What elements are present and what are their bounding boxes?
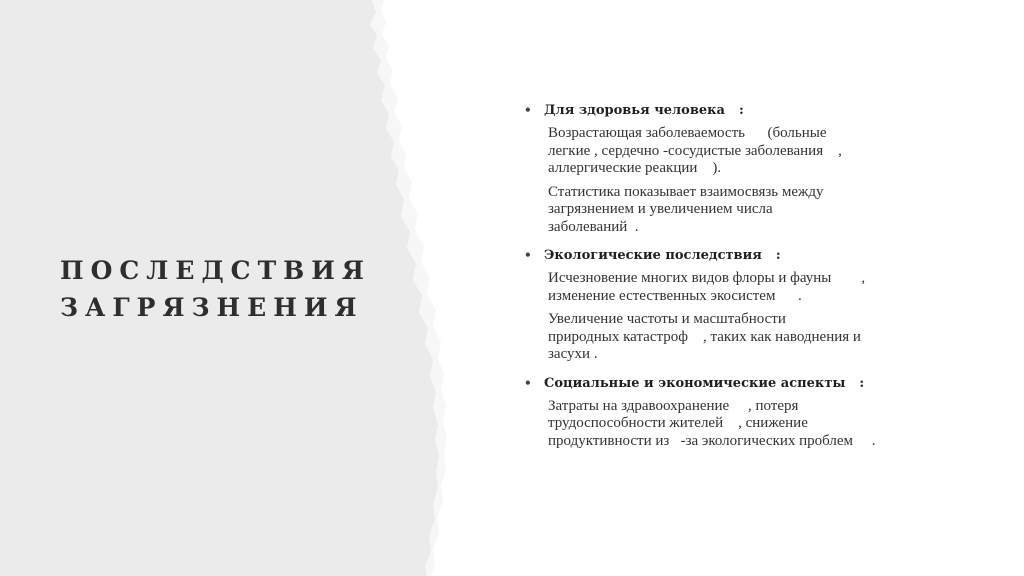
- paragraph-line: Увеличение частоты и масштабности: [548, 311, 786, 327]
- section-heading: [524, 375, 924, 392]
- paragraph-line: Исчезновение многих видов флоры и фауны ,: [548, 270, 866, 286]
- paragraph-line: заболеваний .: [548, 218, 639, 235]
- paragraph-line: трудоспособности жителей , снижение: [548, 415, 808, 431]
- section-heading-text: Для здоровья человека: [544, 103, 725, 118]
- bullet-icon: •: [524, 248, 532, 262]
- paragraph-line: Затраты на здравоохранение , потеря: [548, 397, 799, 414]
- section-heading-colon: :: [738, 103, 744, 118]
- paragraph: [548, 184, 924, 237]
- section-heading: [524, 102, 924, 119]
- section-heading-colon: :: [775, 248, 781, 263]
- slide-title-line-2: ЗАГРЯЗНЕНИЯ: [60, 293, 364, 322]
- section-heading-text: Экологические последствия: [544, 248, 762, 263]
- paragraph: [548, 270, 924, 305]
- paragraph-line: Статистика показывает взаимосвязь между: [548, 183, 824, 200]
- section-social-economic: [524, 375, 924, 451]
- paragraph-line: природных катастроф , таких как наводнения и: [548, 328, 861, 345]
- paragraph: [548, 398, 924, 451]
- paragraph-line: изменение естественных экосистем .: [548, 287, 802, 304]
- paragraph-line: засухи .: [548, 346, 598, 362]
- bullet-list: [524, 102, 924, 461]
- section-health: [524, 102, 924, 236]
- bullet-icon: •: [524, 375, 532, 390]
- slide-title-line-1: ПОСЛЕДСТВИЯ: [60, 256, 371, 285]
- paragraph-line: Возрастающая заболеваемость (больные: [548, 125, 827, 141]
- section-heading: [524, 247, 924, 264]
- paragraph: [548, 311, 924, 364]
- bullet-icon: •: [524, 103, 532, 117]
- paragraph-line: легкие , сердечно -сосудистые заболевания ,: [548, 142, 842, 159]
- paragraph-line: загрязнением и увеличением числа: [548, 201, 773, 217]
- paragraph-line: продуктивности из -за экологических проблем .: [548, 432, 876, 449]
- section-heading-colon: :: [859, 375, 865, 391]
- section-ecology: [524, 247, 924, 364]
- paragraph: [548, 125, 924, 178]
- slide-title: [60, 252, 390, 326]
- paragraph-line: аллергические реакции ).: [548, 160, 722, 176]
- section-heading-text: Социальные и экономические аспекты: [544, 375, 846, 391]
